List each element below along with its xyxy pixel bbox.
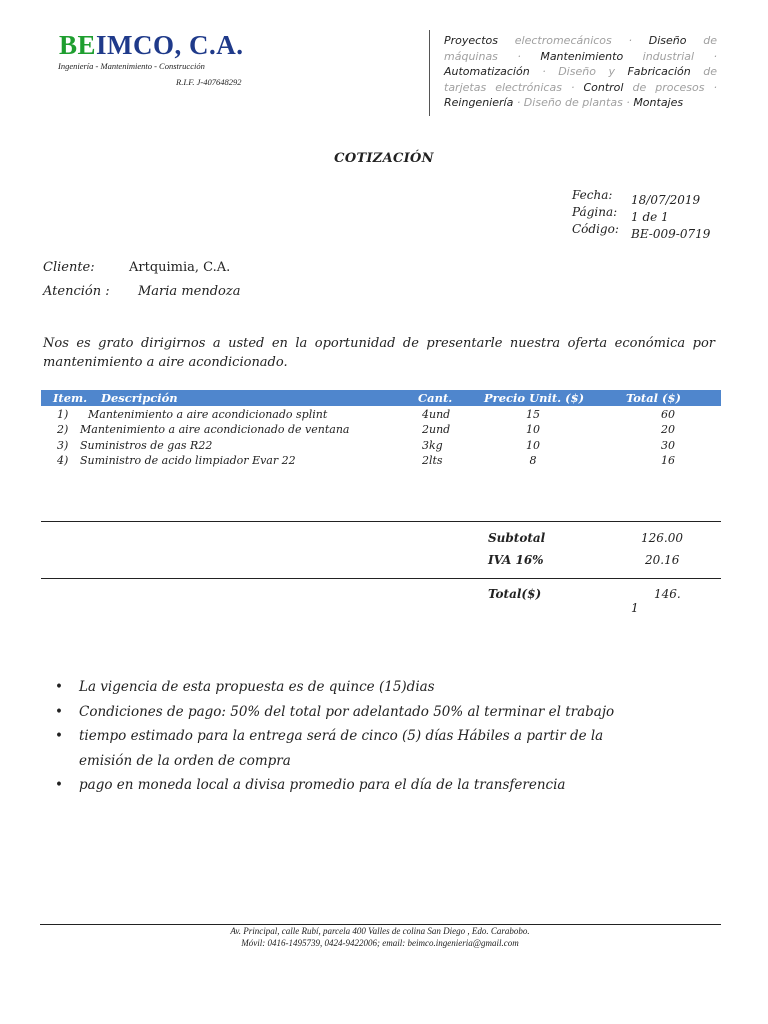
- service-term: electromecánicos: [514, 34, 612, 47]
- cell-cant: 2und: [422, 423, 451, 437]
- service-term: de máquinas: [444, 34, 717, 63]
- cell-desc: Mantenimiento a aire acondicionado splint: [88, 408, 328, 421]
- cell-precio: 15: [526, 408, 540, 421]
- codigo-label: Código:: [572, 222, 619, 236]
- service-term: ·: [628, 34, 633, 47]
- condition-text: Condiciones de pago: 50% del total por adelantado 50% al terminar el trabajo: [79, 703, 615, 720]
- service-term: ·: [517, 49, 521, 63]
- company-name-prefix: BE: [59, 30, 97, 60]
- service-term: de tarjetas electrónicas ·: [444, 65, 717, 94]
- company-name-suffix: IMCO, C.A.: [96, 30, 244, 60]
- cell-item: 3): [57, 438, 69, 452]
- footer-contact: Móvil: 0416-1495739, 0424-9422006; email: beimco.ingenieria@gmail.com: [241, 938, 519, 948]
- bullet-icon: •: [55, 728, 63, 744]
- atencion-value: Maria mendoza: [138, 284, 241, 299]
- cell-cant: 2lts: [422, 453, 443, 467]
- service-term: Reingeniería: [444, 96, 514, 110]
- conditions-list: [55, 675, 655, 798]
- iva-label: IVA 16%: [488, 553, 544, 567]
- condition-text: pago en moneda local a divisa promedio para el día de la transferencia: [79, 777, 566, 793]
- cell-precio: 10: [526, 423, 540, 437]
- service-term: de procesos ·: [632, 80, 718, 94]
- company-tagline: Ingeniería - Mantenimiento - Construcción: [58, 61, 205, 71]
- service-term: Control: [583, 80, 624, 94]
- cell-item: 2): [57, 423, 69, 437]
- cell-desc: Mantenimiento a aire acondicionado de ventana: [80, 423, 350, 437]
- cell-desc: Suministros de gas R22: [80, 438, 213, 452]
- service-term: Fabricación: [627, 65, 691, 79]
- total-value-line1: 146.: [654, 587, 681, 601]
- header-descripcion: Descripción: [101, 391, 178, 405]
- condition-item: [55, 675, 655, 700]
- service-term: Proyectos: [444, 34, 498, 47]
- cell-desc: Suministro de acido limpiador Evar 22: [80, 453, 296, 467]
- footer-address: Av. Principal, calle Rubí, parcela 400 Valles de colina San Diego , Edo. Carabobo.: [230, 926, 530, 936]
- bullet-icon: •: [55, 703, 63, 720]
- condition-item: [55, 700, 655, 725]
- service-term: · Diseño y: [542, 65, 615, 79]
- bullet-icon: •: [55, 679, 63, 695]
- condition-text: tiempo estimado para la entrega será de cinco (5) días Hábiles a partir de la emisión de la orden de compra: [79, 728, 604, 769]
- header-total: Total ($): [626, 391, 681, 405]
- subtotal-label: Subtotal: [488, 531, 546, 545]
- meta-labels: [572, 187, 619, 238]
- company-rif: R.I.F. J-407648292: [176, 77, 242, 87]
- cell-total: 16: [661, 453, 675, 467]
- pagina-value: 1 de 1: [631, 210, 669, 224]
- meta-values: [631, 192, 710, 243]
- service-term: ·: [713, 49, 718, 63]
- cell-precio: 8: [529, 453, 537, 467]
- iva-value: 20.16: [645, 553, 680, 567]
- totals-mid-rule: [41, 578, 721, 579]
- header-item: Item.: [53, 391, 88, 405]
- header-cant: Cant.: [418, 391, 453, 405]
- company-logo: [59, 30, 244, 61]
- cell-item: 4): [57, 453, 69, 467]
- service-term: · Diseño de plantas ·: [516, 96, 630, 110]
- intro-paragraph: Nos es grato dirigirnos a usted en la oportunidad de presentarle nuestra oferta económica por mantenimiento a aire acondicionado.: [43, 336, 715, 370]
- atencion-label: Atención :: [43, 284, 110, 299]
- cell-precio: 10: [526, 438, 540, 452]
- services-list: [444, 33, 717, 111]
- fecha-value: 18/07/2019: [631, 193, 701, 207]
- header-precio: Precio Unit. ($): [484, 391, 585, 405]
- service-term: Automatización: [444, 65, 530, 79]
- total-value-line2: 1: [631, 601, 639, 615]
- document-title: COTIZACIÓN: [334, 151, 434, 166]
- cell-cant: 3kg: [422, 438, 443, 452]
- fecha-label: Fecha:: [572, 188, 613, 202]
- condition-item: [55, 724, 655, 773]
- bullet-icon: •: [55, 777, 63, 793]
- condition-text: La vigencia de esta propuesta es de quince (15)dias: [79, 679, 435, 695]
- subtotal-value: 126.00: [641, 531, 683, 545]
- cliente-label: Cliente:: [43, 260, 95, 275]
- service-term: Mantenimiento: [540, 49, 624, 63]
- cell-total: 20: [661, 423, 675, 437]
- cell-item: 1): [57, 408, 69, 421]
- pagina-label: Página:: [572, 205, 618, 219]
- service-term: Montajes: [633, 96, 684, 110]
- service-term: industrial: [642, 49, 695, 63]
- codigo-value: BE-009-0719: [631, 227, 711, 241]
- condition-item: [55, 773, 655, 798]
- header-divider: [429, 30, 430, 116]
- cell-total: 60: [661, 408, 675, 421]
- cell-cant: 4und: [422, 408, 451, 421]
- total-label: Total($): [488, 587, 542, 601]
- cell-total: 30: [661, 438, 675, 452]
- cliente-value: Artquimia, C.A.: [129, 260, 231, 275]
- totals-top-rule: [41, 521, 721, 522]
- service-term: Diseño: [648, 34, 687, 47]
